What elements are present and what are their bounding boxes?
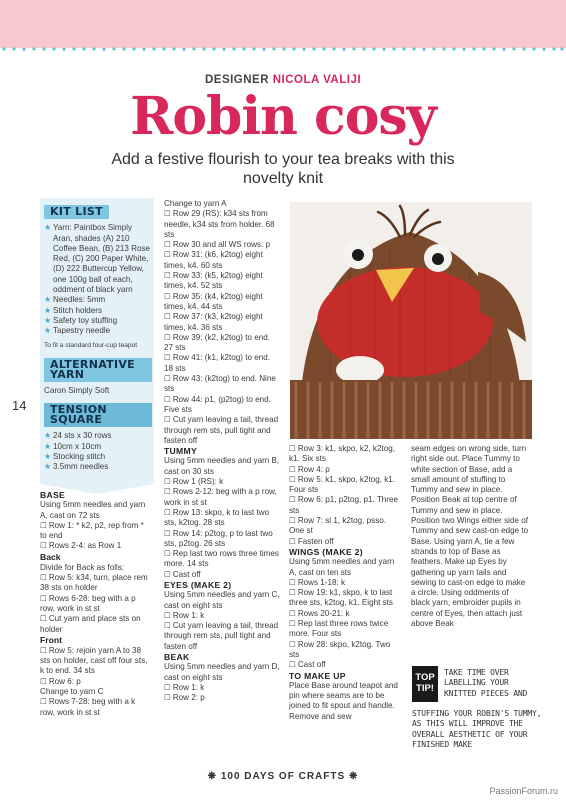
pattern-text: Using 5mm needles and yarn A, cast on 72 sts xyxy=(40,500,146,520)
pattern-row: ☐ Row 1: k xyxy=(164,611,280,621)
pattern-text: Using 5mm needles and yarn D, cast on eight sts xyxy=(164,662,280,682)
pattern-row: ☐ Cut yarn and place sts on holder xyxy=(40,614,152,635)
kit-item: ★ Needles: 5mm xyxy=(44,295,152,305)
pattern-row: ☐ Row 6: p1, p2tog, p1. Three sts xyxy=(289,495,401,516)
kit-list-heading: KIT LIST xyxy=(44,205,109,219)
pattern-row: ☐ Row 28: skpo, k2tog. Two sts xyxy=(289,640,401,661)
pattern-row: ☐ Cast off xyxy=(164,570,280,580)
pattern-row: ☐ Row 3: k1, skpo, k2, k2tog, k1. Six sts xyxy=(289,444,401,465)
column-4 xyxy=(411,444,529,629)
top-band xyxy=(0,0,566,48)
pattern-text: Change to yarn A xyxy=(164,199,227,208)
watermark: PassionForum.ru xyxy=(489,786,558,796)
sub-heading: Front xyxy=(40,634,62,645)
page-number: 14 xyxy=(12,398,27,413)
kit-list xyxy=(44,205,152,473)
tension-item: ★ 24 sts x 30 rows xyxy=(44,431,152,441)
page-title: Robin cosy xyxy=(130,86,436,147)
pattern-text: Using 5mm needles and yarn C, cast on eight sts xyxy=(164,590,280,610)
top-tip-text: TAKE TIME OVER LABELLING YOUR KNITTED PIECES AND xyxy=(444,668,528,698)
pattern-row: ☐ Rows 20-21: k xyxy=(289,609,401,619)
pattern-row: ☐ Cut yarn leaving a tail, thread through rem sts, pull tight and fasten off xyxy=(164,621,280,652)
pattern-row: ☐ Row 5: k1, skpo, k2tog, k1. Four sts xyxy=(289,475,401,496)
tension-item: ★ Stocking stitch xyxy=(44,452,152,462)
pattern-row: ☐ Row 19: k1, skpo, k to last three sts, k2tog, k1. Eight sts xyxy=(289,588,401,609)
column-2 xyxy=(164,199,280,704)
kit-item: ★ Yarn: Paintbox Simply Aran, shades (A) 210 Coffee Bean, (B) 213 Rose Red, (C) 200 Paper White, (D) 222 Buttercup Yellow, one 100g ball of each, oddment of black yarn xyxy=(44,223,152,295)
footer-text: 100 DAYS OF CRAFTS xyxy=(220,771,346,782)
pattern-row: ☐ Row 5: rejoin yarn A to 38 sts on holder, cast off four sts, k to end. 34 sts xyxy=(40,646,152,677)
pattern-row: ☐ Row 39: (k2, k2tog) to end. 27 sts xyxy=(164,333,280,354)
pattern-row: ☐ Row 6: p xyxy=(40,677,152,687)
pattern-row: ☐ Row 30 and all WS rows: p xyxy=(164,240,280,250)
tension-item: ★ 3.5mm needles xyxy=(44,462,152,472)
pattern-row: ☐ Row 7: sl 1, k2tog, psso. One st xyxy=(289,516,401,537)
top-tip-badge xyxy=(412,666,438,702)
pattern-row: ☐ Row 44: p1, (p2tog) to end. Five sts xyxy=(164,395,280,416)
designer-prefix: DESIGNER xyxy=(204,74,270,86)
holly-icon: ❋ xyxy=(348,771,359,782)
pattern-row: ☐ Row 35: (k4, k2tog) eight times, k4. 44 sts xyxy=(164,292,280,313)
pattern-row: ☐ Row 2: p xyxy=(164,693,280,703)
pattern-text: Using 5mm needles and yarn B, cast on 30 sts xyxy=(164,456,280,476)
tension-item: ★ 10cm x 10cm xyxy=(44,442,152,452)
designer-credit xyxy=(0,74,566,86)
pattern-text: Place Base around teapot and pin where seams are to be joined to fit spout and handle. Remove and sew xyxy=(289,680,398,721)
pattern-row: ☐ Rows 2-12: beg with a p row, work in st st xyxy=(164,487,280,508)
pattern-row: ☐ Row 4: p xyxy=(289,465,401,475)
section-heading: TO MAKE UP xyxy=(289,670,346,681)
kit-item: ★ Safety toy stuffing xyxy=(44,316,152,326)
pattern-row: ☐ Row 37: (k3, k2tog) eight times, k4. 36 sts xyxy=(164,312,280,333)
pattern-row: ☐ Row 33: (k5, k2tog) eight times, k4. 52 sts xyxy=(164,271,280,292)
pattern-row: ☐ Row 1: * k2, p2, rep from * to end xyxy=(40,521,152,542)
pattern-row: ☐ Fasten off xyxy=(289,537,401,547)
section-heading: WINGS (MAKE 2) xyxy=(289,546,363,557)
kit-item: ★ Stitch holders xyxy=(44,306,152,316)
column-3 xyxy=(289,444,401,722)
alt-yarn-text: Caron Simply Soft xyxy=(44,386,110,396)
page-subtitle: Add a festive flourish to your tea breaks with this novelty knit xyxy=(111,151,455,187)
designer-name: NICOLA VALIJI xyxy=(272,74,362,86)
section-heading: BEAK xyxy=(164,652,190,663)
section-heading: BASE xyxy=(40,490,66,500)
pattern-row: ☐ Cut yarn leaving a tail, thread through rem sts, pull tight and fasten off xyxy=(164,415,280,446)
pattern-row: ☐ Row 1 (RS): k xyxy=(164,477,280,487)
column-1 xyxy=(40,490,152,718)
pattern-row: ☐ Rep last three rows twice more. Four sts xyxy=(289,619,401,640)
pattern-row: ☐ Row 41: (k1, k2tog) to end. 18 sts xyxy=(164,353,280,374)
tension-heading: TENSION SQUARE xyxy=(44,403,152,428)
robin-cosy-photo xyxy=(290,202,532,439)
pattern-row: ☐ Row 14: p2tog, p to last two sts, p2tog. 26 sts xyxy=(164,529,280,550)
pattern-row: ☐ Row 43: (k2tog) to end. Nine sts xyxy=(164,374,280,395)
page-footer xyxy=(0,771,566,782)
section-heading: EYES (MAKE 2) xyxy=(164,579,232,590)
kit-note: To fit a standard four-cup teapot xyxy=(44,341,138,349)
sub-heading: Back xyxy=(40,551,61,562)
pattern-text: Using 5mm needles and yarn A, cast on ten sts xyxy=(289,557,395,577)
pattern-row: ☐ Row 31: (k6, k2tog) eight times, k4. 60 sts xyxy=(164,250,280,271)
holly-icon: ❋ xyxy=(207,771,218,782)
pattern-text: seam edges on wrong side, turn right side out. Place Tummy to white section of Base, add a small amount of stuffing to Tummy and sew in place. Position Beak at top centre of Tummy and sew in place. Position two Wings either side of Tummy and sew cast-on edge to Base. Using yarn A, tie a few strands to top of Base as feathers. Make up Eyes by gathering up yarn tails and sewing to cast-on edge to make a circle. Using oddments of black yarn, embroider pupils in centre of Eyes, then attach just above Beak xyxy=(411,444,529,629)
section-heading: TUMMY xyxy=(164,446,198,457)
pattern-row: ☐ Rows 7-28: beg with a k row, work in st st xyxy=(40,697,152,718)
top-tip-badge-line: TOP xyxy=(415,672,435,683)
pattern-row: ☐ Rows 1-18: k xyxy=(289,578,401,588)
top-tip-badge-line: TIP! xyxy=(416,683,434,694)
pattern-row: ☐ Row 1: k xyxy=(164,683,280,693)
dotted-border xyxy=(0,46,566,52)
pattern-row: ☐ Rows 6-28: beg with a p row, work in st st xyxy=(40,594,152,615)
pattern-text: Divide for Back as folls: xyxy=(40,562,125,572)
alt-yarn-heading: ALTERNATIVE YARN xyxy=(44,358,152,383)
pattern-row: ☐ Cast off xyxy=(289,660,401,670)
pattern-row: ☐ Row 5: k34, turn, place rem 38 sts on holder xyxy=(40,573,152,594)
pattern-text: Change to yarn C xyxy=(40,687,104,697)
pattern-row: ☐ Rows 2-4: as Row 1 xyxy=(40,541,152,551)
pattern-row: ☐ Rep last two rows three times more. 14 sts xyxy=(164,549,280,570)
pattern-row: ☐ Row 13: skpo, k to last two sts, k2tog. 28 sts xyxy=(164,508,280,529)
pattern-row: ☐ Row 29 (RS): k34 sts from needle, k34 sts from holder. 68 sts xyxy=(164,209,280,240)
top-tip-text-cont: STUFFING YOUR ROBIN'S TUMMY, AS THIS WILL IMPROVE THE OVERALL AESTHETIC OF YOUR FINISHED MAKE xyxy=(412,709,542,749)
kit-item: ★ Tapestry needle xyxy=(44,326,152,336)
